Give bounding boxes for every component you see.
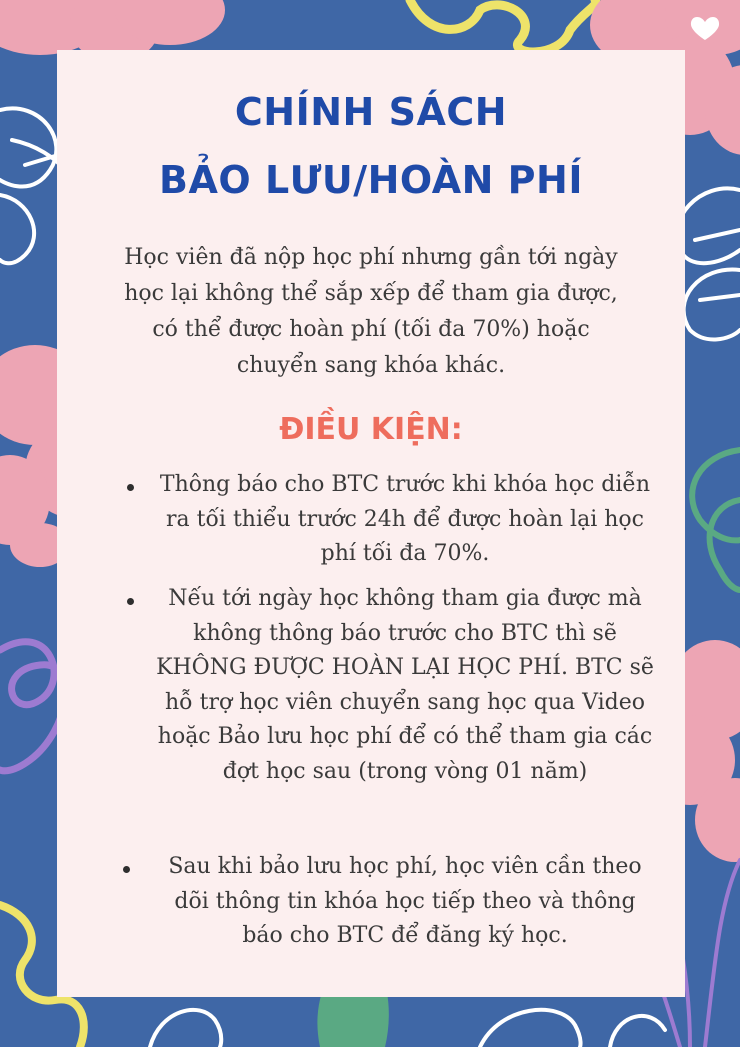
- green-leaf-right: [692, 450, 740, 590]
- conditions-list: [57, 50, 685, 997]
- condition-text: Sau khi bảo lưu học phí, học viên cần theo dõi thông tin khóa học tiếp theo và thông báo cho BTC để đăng ký học.: [168, 854, 642, 948]
- bullet-icon: [127, 598, 134, 605]
- white-outline-flower-right: [676, 188, 740, 339]
- intro-paragraph: Học viên đã nộp học phí nhưng gần tới ngày học lại không thể sắp xếp để tham gia được, có thể được hoàn phí (tối đa 70%) hoặc chuyển sang khóa khác.: [124, 245, 618, 378]
- yellow-squiggle-top: [410, 0, 596, 52]
- condition-item: [127, 468, 657, 572]
- conditions-heading: ĐIỀU KIỆN:: [279, 412, 463, 447]
- purple-loop-left: [0, 642, 65, 771]
- white-outline-flower-bottom: [150, 1010, 665, 1047]
- condition-text: Thông báo cho BTC trước khi khóa học diễn ra tối thiểu trước 24h để được hoàn lại học phí tối đa 70%.: [159, 472, 651, 566]
- bullet-icon: [123, 866, 130, 873]
- title-line-2: BẢO LƯU/HOÀN PHÍ: [159, 158, 583, 202]
- condition-item: [127, 582, 657, 789]
- title-line-1: CHÍNH SÁCH: [234, 90, 508, 134]
- bullet-icon: [127, 484, 134, 491]
- condition-text: Nếu tới ngày học không tham gia được mà không thông báo trước cho BTC thì sẽ KHÔNG ĐƯỢC HOÀN LẠI HỌC PHÍ. BTC sẽ hỗ trợ học viên chuyển sang học qua Video hoặc Bảo lưu học phí để có thể tham gia các đợt học sau (trong vòng 01 năm): [156, 586, 654, 784]
- condition-item: [127, 850, 657, 954]
- policy-card: [57, 50, 685, 997]
